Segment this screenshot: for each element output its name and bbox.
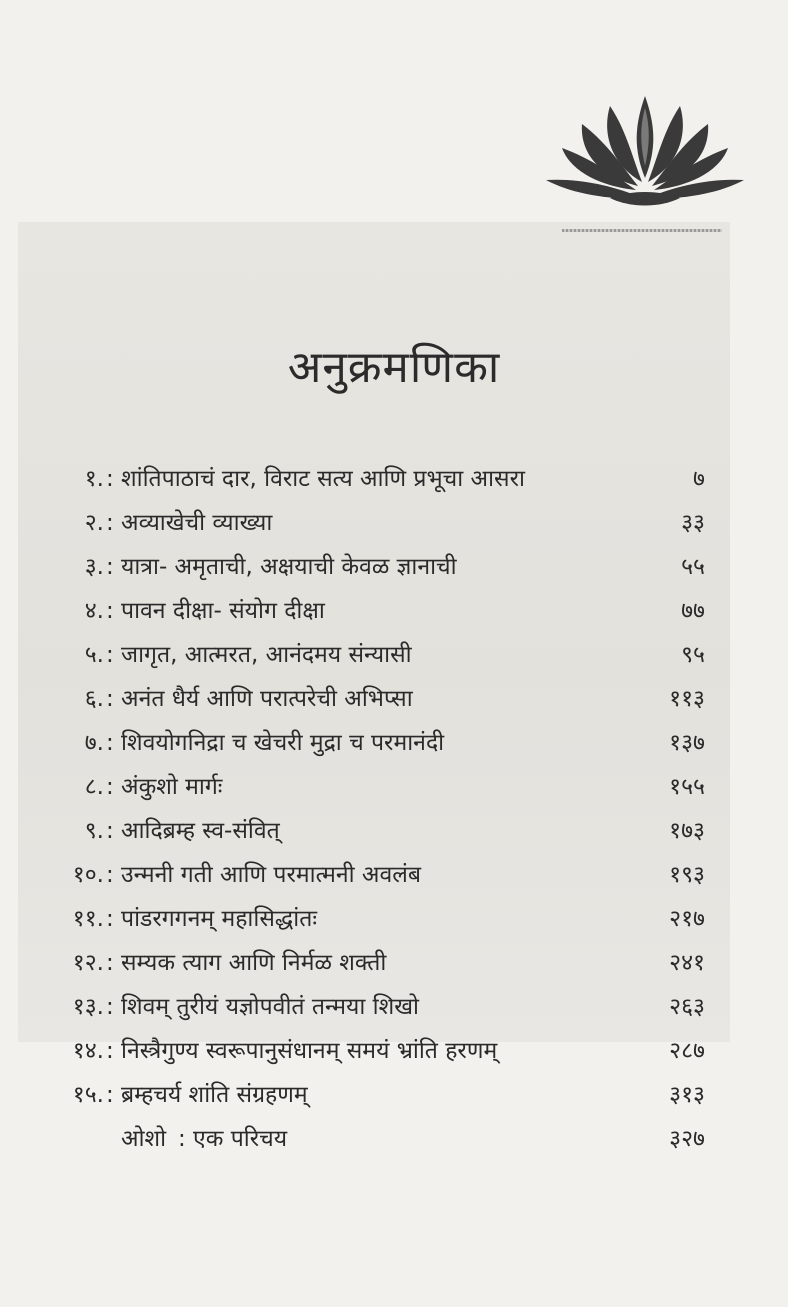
entry-page: ७ [693,466,705,492]
entry-page: ३३ [681,510,705,536]
entry-number: १०. [72,862,104,888]
entry-page: ११३ [669,686,705,712]
entry-page: ३२७ [669,1126,705,1152]
toc-entry [0,987,788,1027]
entry-title: अनंत धैर्य आणि परात्परेची अभिप्सा [121,686,413,712]
entry-page: २६३ [669,994,705,1020]
entry-page: २८७ [669,1038,705,1064]
toc-entry-appendix [0,1119,788,1159]
toc-entry [0,811,788,851]
entry-number: १३. [72,994,104,1020]
entry-page: ९५ [681,642,705,668]
separator: : [106,818,114,844]
entry-page: १९३ [669,862,705,888]
toc-entry [0,943,788,983]
separator: : [106,686,114,712]
separator: : [106,510,114,536]
separator: : [106,994,114,1020]
ornament-rule [562,229,722,232]
entry-title: शिवयोगनिद्रा च खेचरी मुद्रा च परमानंदी [121,730,445,756]
entry-title: पावन दीक्षा- संयोग दीक्षा [121,598,325,624]
entry-title: अव्याखेची व्याख्या [121,510,273,536]
lotus-icon [540,86,750,226]
separator: : [106,554,114,580]
separator: : [106,466,114,492]
toc-entry [0,899,788,939]
entry-title: ब्रम्हचर्य शांति संग्रहणम् [121,1082,308,1108]
separator: : [106,906,114,932]
entry-title: निस्त्रैगुण्य स्वरूपानुसंधानम् समयं भ्रांति हरणम् [121,1038,498,1064]
entry-number: १२. [72,950,104,976]
entry-title: शांतिपाठाचं दार, विराट सत्य आणि प्रभूचा आसरा [121,466,525,492]
toc-entry [0,591,788,631]
appendix-title: ओशो [121,1126,167,1152]
entry-number: ६. [84,686,104,712]
appendix-subtitle: एक परिचय [193,1126,288,1152]
toc-entry [0,723,788,763]
entry-title: शिवम् तुरीयं यज्ञोपवीतं तन्मया शिखो [121,994,419,1020]
entry-number: ११. [72,906,104,932]
entry-page: २१७ [669,906,705,932]
toc-entry [0,855,788,895]
entry-page: २४१ [669,950,705,976]
toc-entry [0,635,788,675]
separator: : [106,730,114,756]
separator: : [106,774,114,800]
entry-page: ७७ [681,598,705,624]
separator: : [106,598,114,624]
toc-entry [0,767,788,807]
entry-number: २. [84,510,104,536]
separator: : [106,862,114,888]
separator: : [106,950,114,976]
entry-number: ७. [84,730,104,756]
separator: : [106,642,114,668]
toc-entry [0,679,788,719]
separator: : [106,1082,114,1108]
entry-title: आदिब्रम्ह स्व-संवित् [121,818,280,844]
toc-entry [0,1075,788,1115]
entry-number: ४. [84,598,104,624]
toc-entry [0,547,788,587]
entry-number: ८. [84,774,104,800]
entry-number: १५. [72,1082,104,1108]
entry-title: अंकुशो मार्गः [121,774,223,800]
entry-title: सम्यक त्याग आणि निर्मळ शक्ती [121,950,387,976]
entry-page: १७३ [669,818,705,844]
entry-title: उन्मनी गती आणि परमात्मनी अवलंब [121,862,421,888]
page-title: अनुक्रमणिका [287,342,501,394]
entry-page: १५५ [669,774,705,800]
entry-number: १४. [72,1038,104,1064]
entry-title: जागृत, आत्मरत, आनंदमय संन्यासी [121,642,412,668]
separator: : [106,1038,114,1064]
entry-number: ९. [84,818,104,844]
separator: : [178,1126,186,1152]
toc-entry [0,503,788,543]
entry-number: १. [84,466,104,492]
entry-number: ३. [84,554,104,580]
toc-entry [0,459,788,499]
entry-number: ५. [84,642,104,668]
entry-title: यात्रा- अमृताची, अक्षयाची केवळ ज्ञानाची [121,554,457,580]
entry-title: पांडरगगनम् महासिद्धांतः [121,906,317,932]
entry-page: १३७ [669,730,705,756]
entry-page: ५५ [681,554,705,580]
toc-entry [0,1031,788,1071]
entry-page: ३१३ [669,1082,705,1108]
